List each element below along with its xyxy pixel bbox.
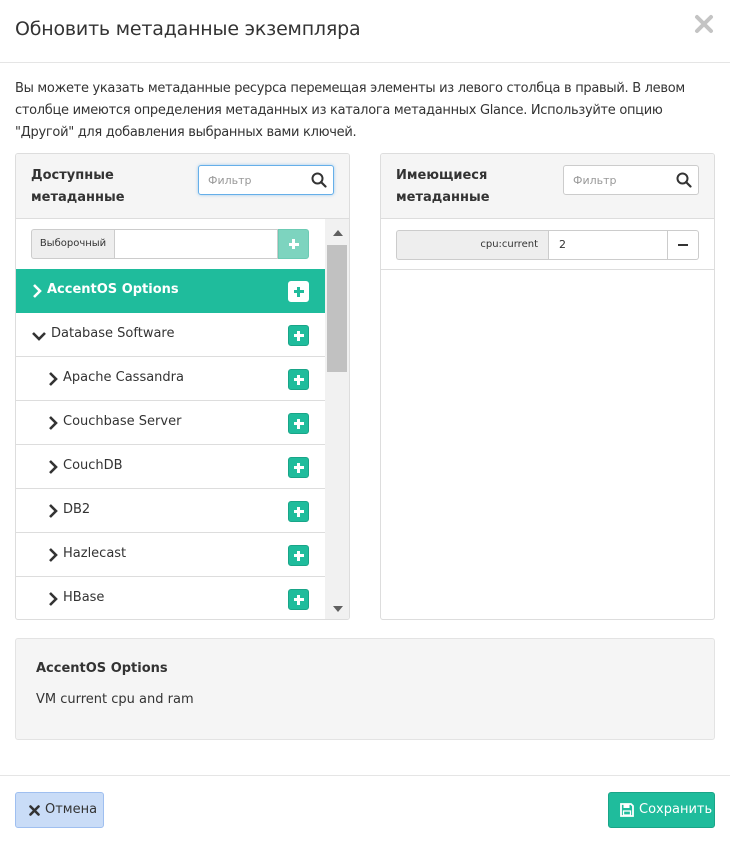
plus-icon (294, 551, 304, 561)
tree-item-hazlecast[interactable] (16, 533, 325, 577)
scroll-thumb[interactable] (327, 245, 347, 372)
existing-key-label: cpu:current (396, 230, 548, 260)
chevron-down-icon[interactable] (32, 330, 46, 342)
modal-footer (0, 775, 730, 842)
existing-metadata-row (381, 219, 714, 270)
tree-item-db2[interactable] (16, 489, 325, 533)
existing-filter-input[interactable] (564, 166, 670, 194)
floppy-disk-icon (620, 803, 634, 817)
tree-item-couchbase-server[interactable] (16, 401, 325, 445)
available-filter-input[interactable] (199, 166, 305, 194)
tree-item-label: Hazlecast (63, 546, 127, 561)
chevron-right-icon[interactable] (47, 460, 59, 474)
tree-item-label: DB2 (63, 502, 91, 517)
tree-item-apache-cassandra[interactable] (16, 357, 325, 401)
chevron-right-icon[interactable] (47, 504, 59, 518)
plus-icon (294, 595, 304, 605)
tree-item-couchdb[interactable] (16, 445, 325, 489)
existing-value-input[interactable]: 2 (548, 230, 668, 260)
available-metadata-panel (15, 153, 350, 620)
add-item-button[interactable] (288, 545, 309, 566)
scroll-up-arrow[interactable] (333, 230, 343, 236)
add-item-button[interactable] (288, 413, 309, 434)
close-icon (29, 805, 40, 816)
tree-scrollbar[interactable] (325, 219, 350, 620)
chevron-right-icon[interactable] (47, 592, 59, 606)
available-panel-title: Доступные метаданные (31, 168, 125, 205)
add-item-button[interactable] (288, 281, 309, 302)
scroll-down-arrow[interactable] (333, 606, 343, 612)
metadata-description (15, 638, 715, 740)
search-icon[interactable] (676, 172, 692, 188)
available-panel-header (16, 154, 349, 219)
modal-title: Обновить метаданные экземпляра (15, 18, 361, 40)
metadata-tree (16, 269, 325, 620)
plus-icon (294, 463, 304, 473)
cancel-button-label: Отмена (45, 802, 98, 817)
tree-item-hbase[interactable] (16, 577, 325, 620)
save-button-label: Сохранить (639, 802, 713, 817)
chevron-right-icon[interactable] (47, 416, 59, 430)
close-icon (694, 14, 714, 34)
add-item-button[interactable] (288, 501, 309, 522)
existing-metadata-panel (380, 153, 715, 620)
tree-item-label: AccentOS Options (47, 282, 179, 297)
custom-metadata-row (31, 229, 309, 259)
add-item-button[interactable] (288, 457, 309, 478)
tree-item-label: CouchDB (63, 458, 123, 473)
cancel-button[interactable] (15, 792, 104, 828)
chevron-right-icon[interactable] (31, 284, 43, 298)
description-text: VM current cpu and ram (36, 692, 194, 707)
remove-item-button[interactable] (668, 230, 699, 260)
save-button[interactable] (608, 792, 715, 828)
plus-icon (294, 507, 304, 517)
existing-panel-title: Имеющиеся метаданные (396, 168, 490, 205)
add-item-button[interactable] (288, 589, 309, 610)
plus-icon (294, 419, 304, 429)
add-item-button[interactable] (288, 325, 309, 346)
intro-text: Вы можете указать метаданные ресурса перемещая элементы из левого столбца в правый. В левом столбце имеются определения метаданных из каталога метаданных Glance. Используйте опцию "Другой" для добавления выбранных вами ключей. (15, 81, 685, 140)
available-filter[interactable] (198, 165, 334, 195)
existing-panel-header (381, 154, 714, 219)
plus-icon (294, 375, 304, 385)
tree-item-label: HBase (63, 590, 105, 605)
chevron-right-icon[interactable] (47, 372, 59, 386)
tree-item-accentos-options[interactable] (16, 269, 325, 313)
chevron-right-icon[interactable] (47, 548, 59, 562)
description-title: AccentOS Options (36, 661, 168, 676)
modal-header (0, 0, 730, 63)
close-button[interactable] (694, 14, 716, 38)
tree-item-database-software[interactable] (16, 313, 325, 357)
custom-label: Выборочный (31, 229, 114, 259)
tree-item-label: Apache Cassandra (63, 370, 184, 385)
plus-icon (289, 239, 299, 249)
tree-item-label: Couchbase Server (63, 414, 182, 429)
existing-filter[interactable] (563, 165, 699, 195)
tree-item-label: Database Software (51, 326, 175, 341)
custom-key-input[interactable] (114, 229, 278, 259)
plus-icon (294, 331, 304, 341)
custom-add-button[interactable] (278, 229, 309, 259)
search-icon[interactable] (311, 172, 327, 188)
plus-icon (294, 287, 304, 297)
add-item-button[interactable] (288, 369, 309, 390)
